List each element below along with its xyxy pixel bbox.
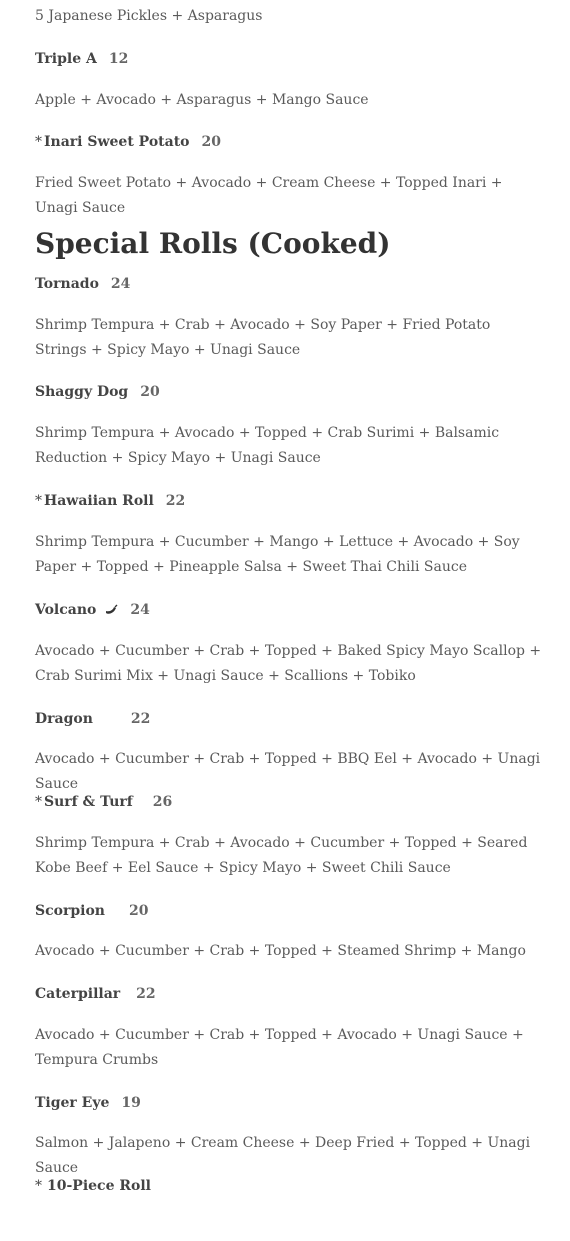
menu-item-description: Shrimp Tempura + Cucumber + Mango + Lettuce + Avocado + Soy Paper + Topped + Pineapple Salsa + Sweet Thai Chili Sauce [35, 534, 520, 575]
menu-item-title [35, 49, 128, 69]
menu-item-price: 22 [165, 493, 186, 509]
menu-item-description: 5 Japanese Pickles + Asparagus [35, 8, 263, 24]
menu-item-title [35, 132, 221, 152]
menu-item-name: Tornado [35, 276, 99, 292]
menu-item-price: 22 [136, 986, 156, 1002]
menu-item-name: Hawaiian Roll [44, 493, 154, 509]
menu-item-description: Shrimp Tempura + Avocado + Topped + Crab Surimi + Balsamic Reduction + Spicy Mayo + Unagi Sauce [35, 425, 500, 466]
menu-item-description: Shrimp Tempura + Crab + Avocado + Cucumber + Topped + Seared Kobe Beef + Eel Sauce + Spicy Mayo + Sweet Chili Sauce [35, 835, 528, 876]
menu-item-title [35, 984, 156, 1004]
menu-item-description: Avocado + Cucumber + Crab + Topped + Baked Spicy Mayo Scallop + Crab Surimi Mix + Unagi Sauce + Scallions + Tobiko [35, 643, 542, 684]
menu-item-description: Avocado + Cucumber + Crab + Topped + Steamed Shrimp + Mango [35, 943, 526, 959]
menu-item-title [35, 600, 150, 620]
menu-item-price: 24 [110, 276, 131, 292]
menu-item-name: Inari Sweet Potato [44, 134, 190, 150]
menu-item-price: 22 [130, 711, 151, 727]
menu-item-price: 12 [108, 51, 129, 67]
menu-item-name: Surf & Turf [44, 794, 133, 810]
menu-item-description: Avocado + Cucumber + Crab + Topped + Avocado + Unagi Sauce + Tempura Crumbs [35, 1027, 524, 1068]
section-title: Special Rolls (Cooked) [35, 227, 391, 260]
menu-item-description: Avocado + Cucumber + Crab + Topped + BBQ Eel + Avocado + Unagi Sauce [35, 751, 541, 792]
menu-item-title [35, 792, 172, 812]
menu-item-marker: * [35, 1178, 42, 1194]
menu-item-name: Shaggy Dog [35, 384, 129, 400]
menu-item-title [35, 382, 160, 402]
menu-item-price: 24 [130, 602, 150, 618]
menu-item-price: 19 [121, 1095, 141, 1111]
menu-item-name: Scorpion [35, 903, 105, 919]
menu-item-title [35, 1093, 141, 1113]
menu-item-title [35, 709, 150, 729]
menu-item-title [35, 901, 148, 921]
menu-item-price: 20 [201, 134, 222, 150]
menu-item-marker: * [35, 794, 42, 810]
menu-item-price: 20 [140, 384, 160, 400]
menu-item-name: Volcano [35, 602, 97, 618]
menu-item-title [35, 1176, 151, 1196]
menu-item-description: Apple + Avocado + Asparagus + Mango Sauce [35, 92, 369, 108]
menu-item-title [35, 491, 185, 511]
menu-item-name: Dragon [35, 711, 93, 727]
menu-item-name: 10-Piece Roll [47, 1178, 151, 1194]
menu-item-title [35, 274, 130, 294]
menu-item-description: Salmon + Jalapeno + Cream Cheese + Deep Fried + Topped + Unagi Sauce [35, 1135, 531, 1176]
menu-item-price: 26 [152, 794, 173, 810]
chili-pepper-icon [104, 604, 118, 616]
menu-item-marker: * [35, 134, 42, 150]
menu-item-price: 20 [128, 903, 149, 919]
menu-item-description: Fried Sweet Potato + Avocado + Cream Cheese + Topped Inari + Unagi Sauce [35, 175, 503, 216]
menu-item-marker: * [35, 493, 42, 509]
menu-item-name: Tiger Eye [35, 1095, 110, 1111]
menu-item-description: Shrimp Tempura + Crab + Avocado + Soy Paper + Fried Potato Strings + Spicy Mayo + Unagi Sauce [35, 317, 491, 358]
menu-item-name: Triple A [35, 51, 97, 67]
menu-item-name: Caterpillar [35, 986, 121, 1002]
